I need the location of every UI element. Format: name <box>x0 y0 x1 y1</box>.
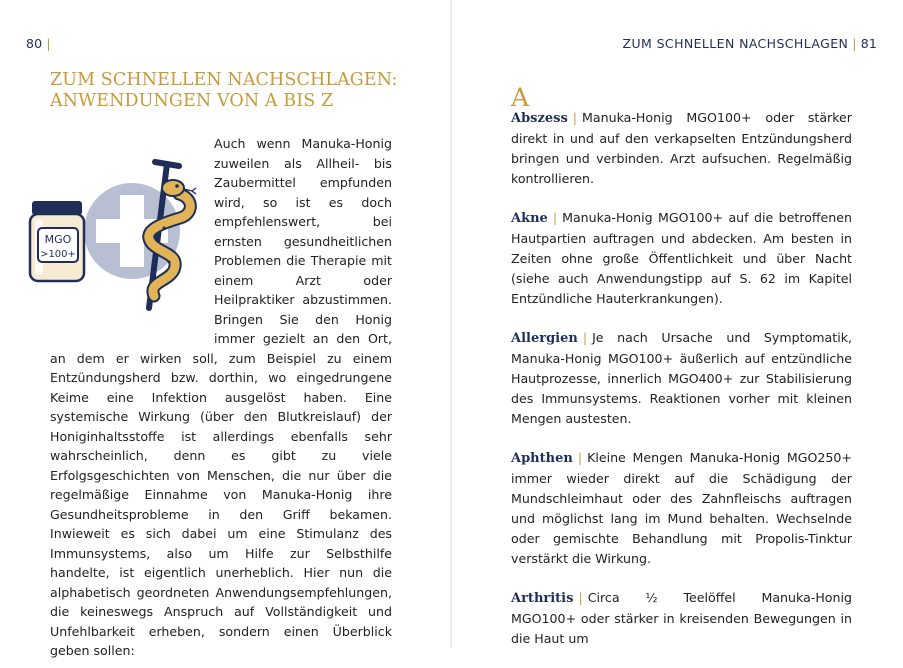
chapter-title-line-1: ZUM SCHNELLEN NACHSCHLAGEN: <box>50 70 398 90</box>
chapter-title <box>50 70 430 112</box>
intro-text-block <box>50 134 392 661</box>
entry-aphthen <box>511 448 852 569</box>
entries-list <box>511 108 852 668</box>
entry-separator: | <box>552 210 558 225</box>
entry-separator: | <box>572 110 578 125</box>
jar-label-line-1: MGO <box>44 233 72 246</box>
entry-separator: | <box>582 330 588 345</box>
entry-term: Abszess <box>511 111 568 126</box>
running-head: ZUM SCHNELLEN NACHSCHLAGEN <box>622 36 849 51</box>
section-letter: A <box>511 83 530 112</box>
page-number-value: 81 <box>860 36 877 51</box>
folio-divider: | <box>46 36 51 51</box>
page-number-value: 80 <box>26 36 43 51</box>
entry-akne <box>511 208 852 309</box>
entry-text: Kleine Mengen Manuka-Honig MGO250+ immer wieder direkt auf die Schädigung der Mundschleimhaut oder des Zahnfleischs auftragen und möglichst lang im Mund behalten. Wechselnde oder gemischte Behandlung mit Propolis-Tinktur verstärkt die Wirkung. <box>511 450 852 566</box>
entry-term: Arthritis <box>511 591 574 606</box>
entry-separator: | <box>577 450 583 465</box>
entry-abszess <box>511 108 852 189</box>
intro-paragraph: Auch wenn Manuka-Honig zuweilen als Allheil- bis Zaubermittel empfunden wird, so ist es doch empfehlenswert, bei ernsten gesundheitlichen Problemen die Therapie mit einem Arzt oder Heilpraktiker abzustimmen. Bringen Sie den Honig immer gezielt an den Ort, an dem er wirken soll, zum Beispiel zu einem Entzündungsherd bzw. dorthin, wo eingedrungene Keime eine Infektion ausgelöst haben. Eine systemische Wirkung (über den Blutkreislauf) der Honiginhaltsstoffe ist allerdings ebenfalls sehr wahrscheinlich, denn es gibt zu viele Erfolgsgeschichten von Menschen, die nur über die regelmäßige Einnahme von Manuka-Honig ihre Gesundheitsprobleme in den Griff bekamen. Inwieweit es sich dabei um eine Stimulanz des Immunsystems, also um Hilfe zur Selbsthilfe handelte, ist eigentlich unerheblich. Hier nun die alphabetisch geordneten Anwendungsempfehlungen, die keineswegs Anspruch auf Vollständigkeit und Unfehlbarkeit erheben, sondern einen Überblick geben sollen: <box>50 136 392 658</box>
folio-divider: | <box>852 36 857 51</box>
page-number-left <box>26 36 55 51</box>
entry-term: Aphthen <box>511 451 573 466</box>
entry-arthritis <box>511 588 852 649</box>
entry-term: Allergien <box>511 331 578 346</box>
entry-allergien <box>511 328 852 429</box>
entry-text: Manuka-Honig MGO100+ auf die betroffenen Hautpartien auftragen und abdecken. Am besten in Zeiten ohne große Öffentlichkeit und über Nacht (siehe auch Anwendungstipp auf S. 62 im Kapitel Entzündliche Hauterkrankungen). <box>511 210 852 306</box>
entry-text: Circa ½ Teelöffel Manuka-Honig MGO100+ oder stärker in kreisenden Bewegungen in die Haut um <box>511 590 852 646</box>
entry-text: Manuka-Honig MGO100+ oder stärker direkt in und auf den verkapselten Entzündungsherd bringen und verbinden. Arzt aufsuchen. Regelmäßig kontrollieren. <box>511 110 852 186</box>
left-page <box>0 0 451 658</box>
page-number-right <box>623 36 877 51</box>
entry-text: Je nach Ursache und Symptomatik, Manuka-Honig MGO100+ äußerlich auf entzündliche Hautprozesse, innerlich MGO400+ zur Stabilisierung des Immunsystems. Reaktionen vorher mit kleinen Mengen austesten. <box>511 330 852 426</box>
chapter-title-line-2: ANWENDUNGEN VON A BIS Z <box>50 91 334 111</box>
entry-separator: | <box>578 590 583 605</box>
jar-label-line-2: >100+ <box>40 249 76 260</box>
entry-term: Akne <box>511 211 548 226</box>
